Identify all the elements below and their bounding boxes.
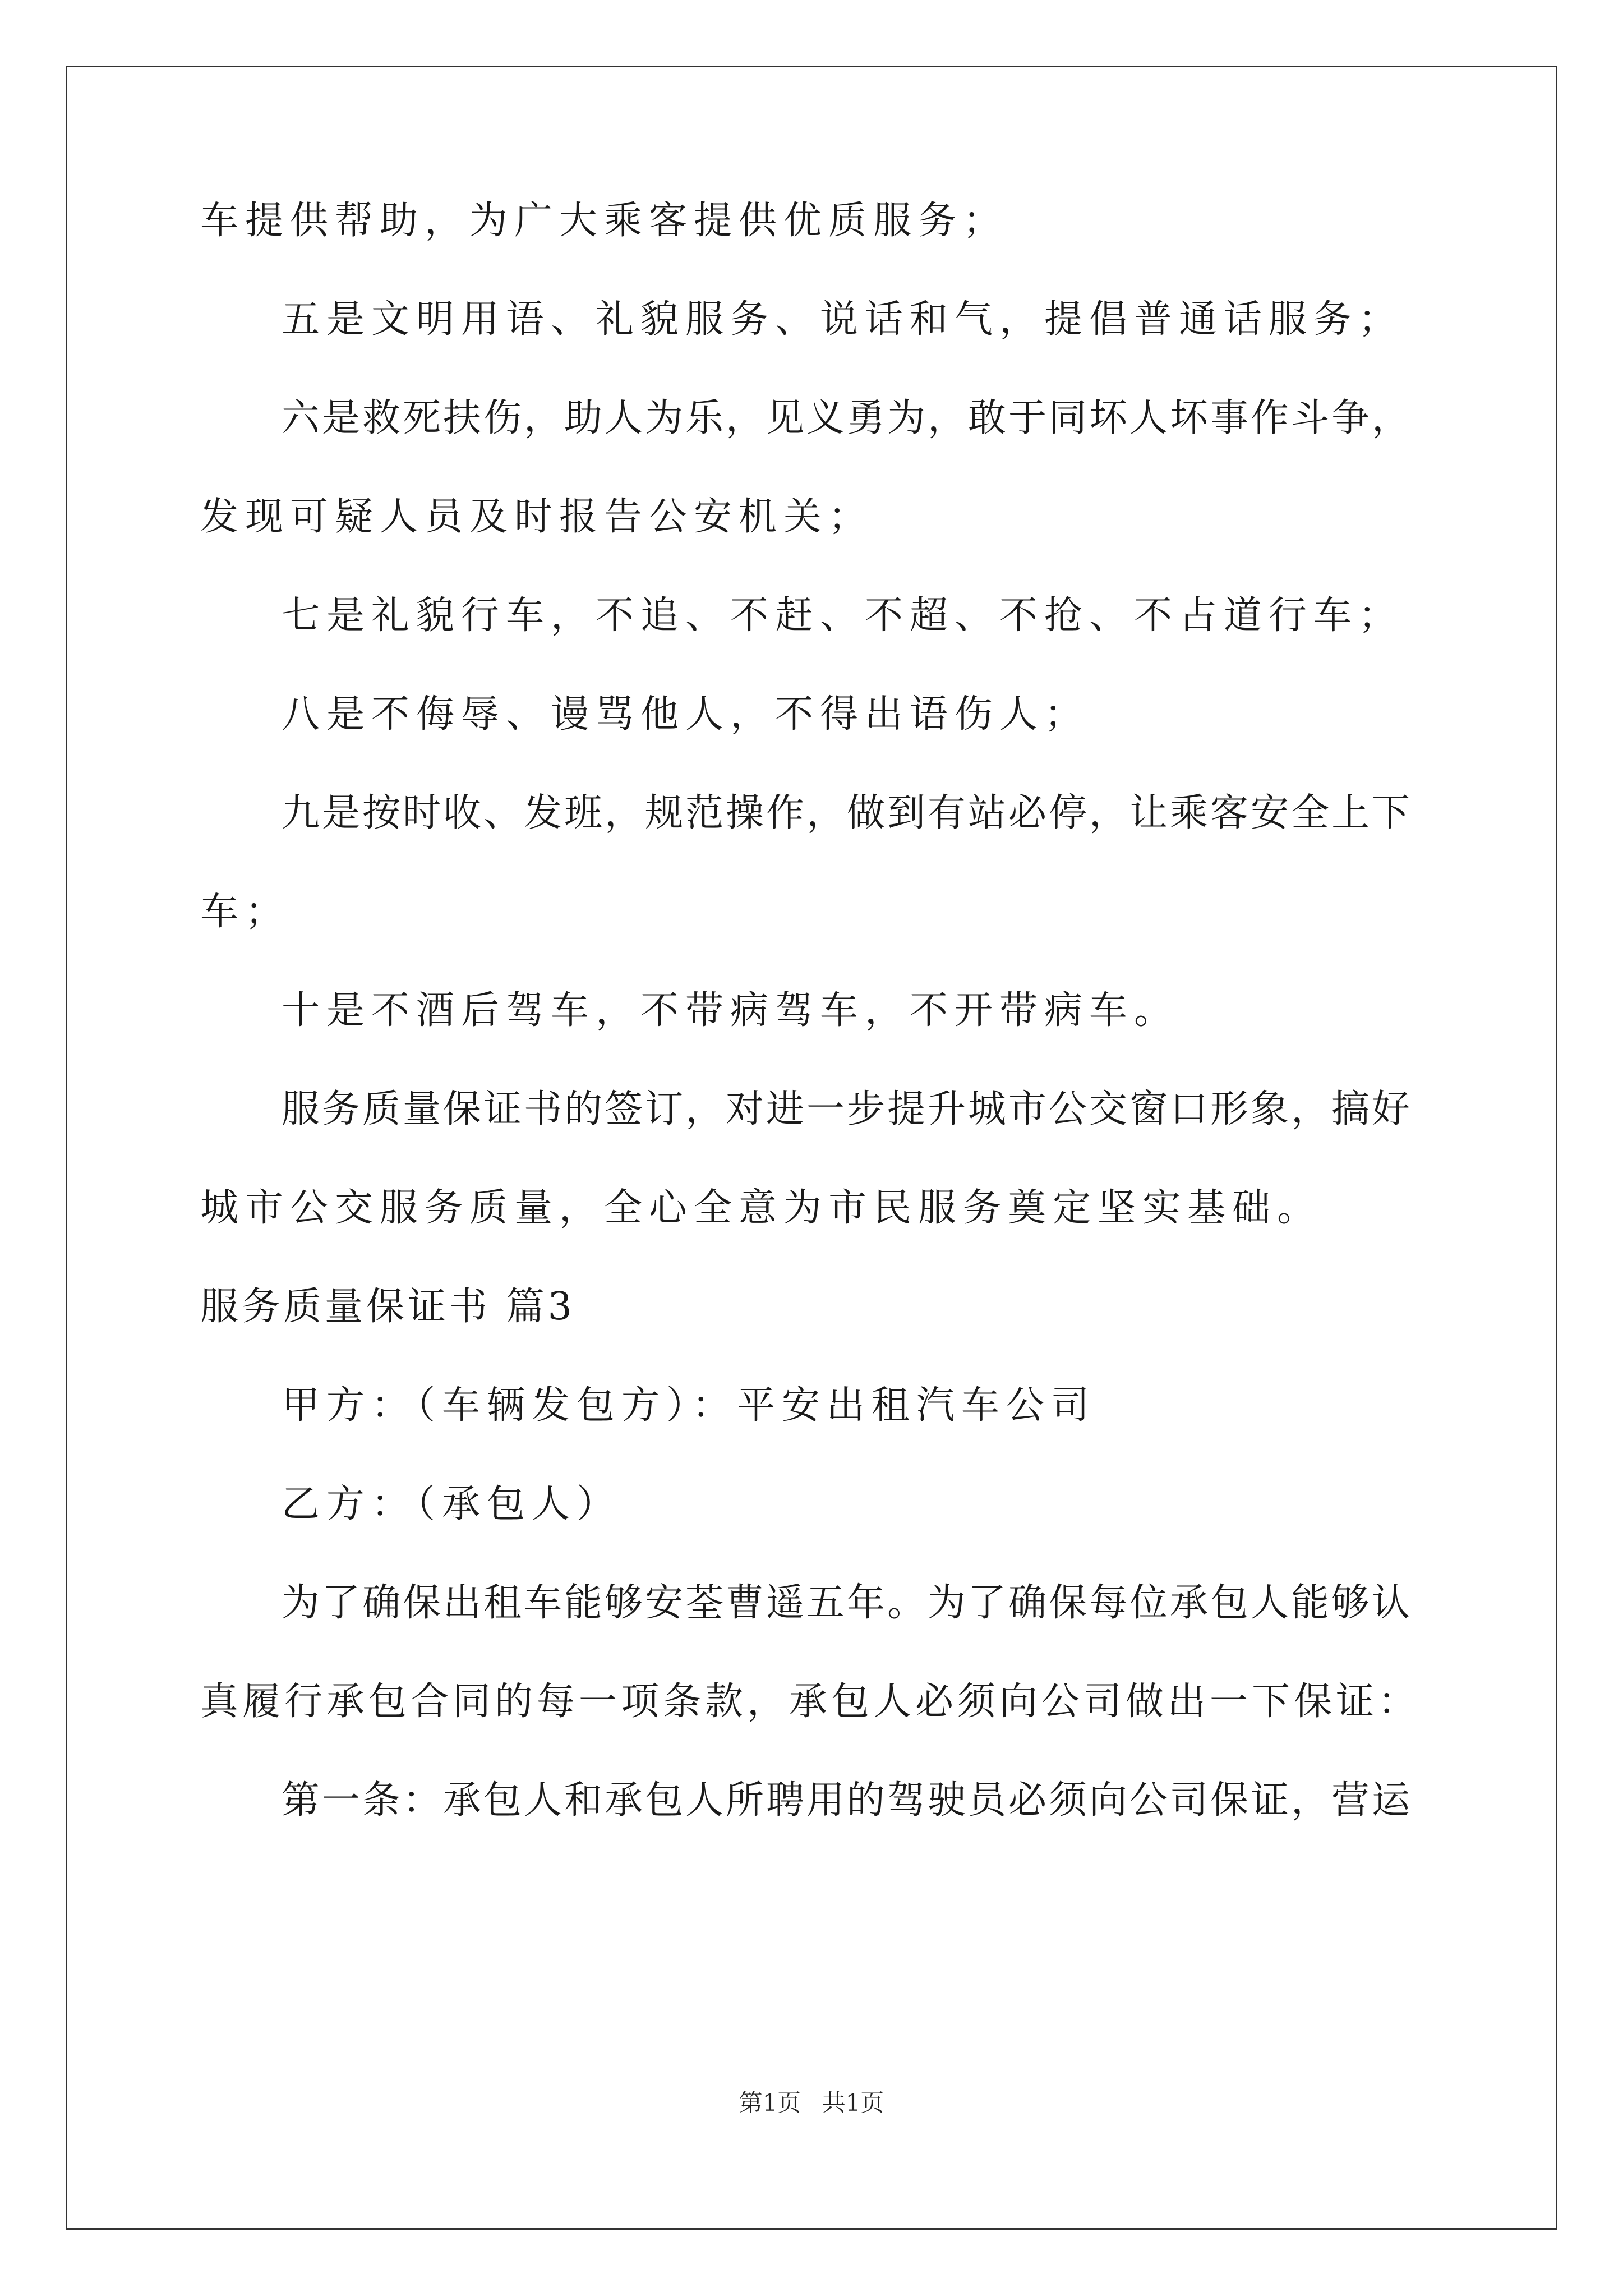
- text-line-15: 为了确保出租车能够安荃曹遥五年。为了确保每位承包人能够认: [282, 1581, 1413, 1625]
- page-number: 第1页: [739, 2089, 801, 2116]
- text-line-5: 七是礼貌行车，不追、不赶、不超、不抢、不占道行车；: [282, 593, 1404, 638]
- text-line-2: 五是文明用语、礼貌服务、说话和气，提倡普通话服务；: [282, 297, 1404, 342]
- text-line-6: 八是不侮辱、谩骂他人，不得出语伤人；: [282, 692, 1090, 737]
- text-line-14: 乙方：（承包人）: [282, 1482, 622, 1526]
- document-body: [200, 199, 1423, 1880]
- text-line-13: 甲方：（车辆发包方）：平安出租汽车公司: [282, 1383, 1096, 1428]
- text-line-10: 服务质量保证书的签订，对进一步提升城市公交窗口形象，搞好: [282, 1087, 1413, 1131]
- text-line-1: 车提供帮助，为广大乘客提供优质服务；: [200, 199, 1008, 243]
- section-heading: 服务质量保证书 篇3: [200, 1285, 575, 1329]
- text-line-4: 发现可疑人员及时报告公安机关；: [200, 495, 874, 539]
- text-line-17: 第一条：承包人和承包人所聘用的驾驶员必须向公司保证，营运: [282, 1778, 1413, 1823]
- text-line-8: 车；: [200, 890, 291, 934]
- text-line-11: 城市公交服务质量，全心全意为市民服务奠定坚实基础。: [200, 1186, 1322, 1230]
- text-line-9: 十是不酒后驾车，不带病驾车，不开带病车。: [282, 988, 1179, 1033]
- page-footer: [0, 2091, 1623, 2115]
- text-line-16: 真履行承包合同的每一项条款，承包人必须向公司做出一下保证：: [200, 1680, 1421, 1724]
- page-total: 共1页: [822, 2089, 884, 2116]
- text-line-7: 九是按时收、发班，规范操作，做到有站必停，让乘客安全上下: [282, 791, 1413, 835]
- text-line-3: 六是救死扶伤，助人为乐，见义勇为，敢于同坏人坏事作斗争，: [282, 396, 1413, 440]
